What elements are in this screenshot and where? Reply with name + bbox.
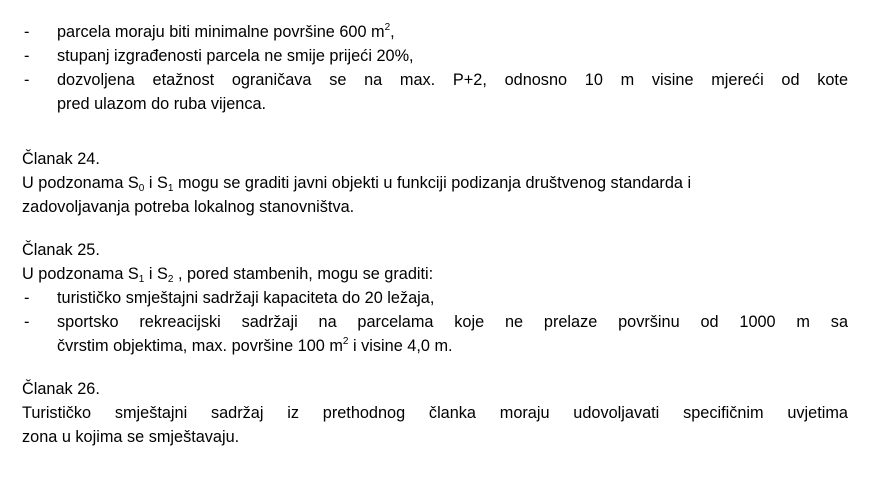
article-heading: Članak 24. [22, 150, 100, 168]
list-item [0, 286, 885, 310]
paragraph-line: Turističko smještajni sadržaj iz prethodnog članka moraju udovoljavati specifičnim uvjetima [22, 404, 848, 422]
paragraph-line: zona u kojima se smještavaju. [22, 428, 240, 446]
paragraph-line: U podzonama $S_1$ i $S_2$ , pored stambenih, mogu se graditi: [22, 265, 434, 285]
list-item [0, 310, 885, 334]
list-item [0, 68, 885, 92]
paragraph-line: zadovoljavanja potreba lokalnog stanovništva. [22, 198, 355, 216]
subscript: 1 [138, 274, 145, 285]
article-heading: Članak 25. [22, 241, 100, 259]
list-item [0, 44, 885, 68]
list-item-text: dozvoljena etažnost ograničava se na max. P+2, odnosno 10 m visine mjereći od kote [57, 71, 848, 89]
list-item-text: parcela moraju biti minimalne površine 600 m [57, 23, 385, 41]
subscript: 2 [167, 274, 174, 285]
subscript: 0 [138, 183, 145, 194]
list-item-continuation: pred ulazom do ruba vijenca. [57, 95, 267, 113]
subscript: 1 [167, 183, 174, 194]
list-item-end: , [390, 23, 395, 41]
list-bullet: - [24, 47, 30, 65]
list-bullet: - [24, 71, 30, 89]
list-bullet: - [24, 289, 30, 307]
article-heading: Članak 26. [22, 380, 100, 398]
list-item-text: sportsko rekreacijski sadržaji na parcelama koje ne prelaze površinu od 1000 m sa [57, 313, 848, 331]
list-item-text: stupanj izgrađenosti parcela ne smije prijeći 20%, [57, 47, 414, 65]
list-item [0, 20, 885, 44]
superscript: 2 [384, 22, 391, 33]
list-item-text: turističko smještajni sadržaji kapaciteta do 20 ležaja, [57, 289, 435, 307]
list-bullet: - [24, 313, 30, 331]
superscript: 2 [342, 336, 349, 347]
paragraph-line: U podzonama $S_0$ i $S_1$ mogu se graditi javni objekti u funkciji podizanja društvenog standarda i [22, 174, 692, 194]
list-item-continuation: čvrstim objektima, max. površine 100 $m^2$ i visine 4,0 m. [57, 336, 453, 355]
list-bullet: - [24, 23, 30, 41]
